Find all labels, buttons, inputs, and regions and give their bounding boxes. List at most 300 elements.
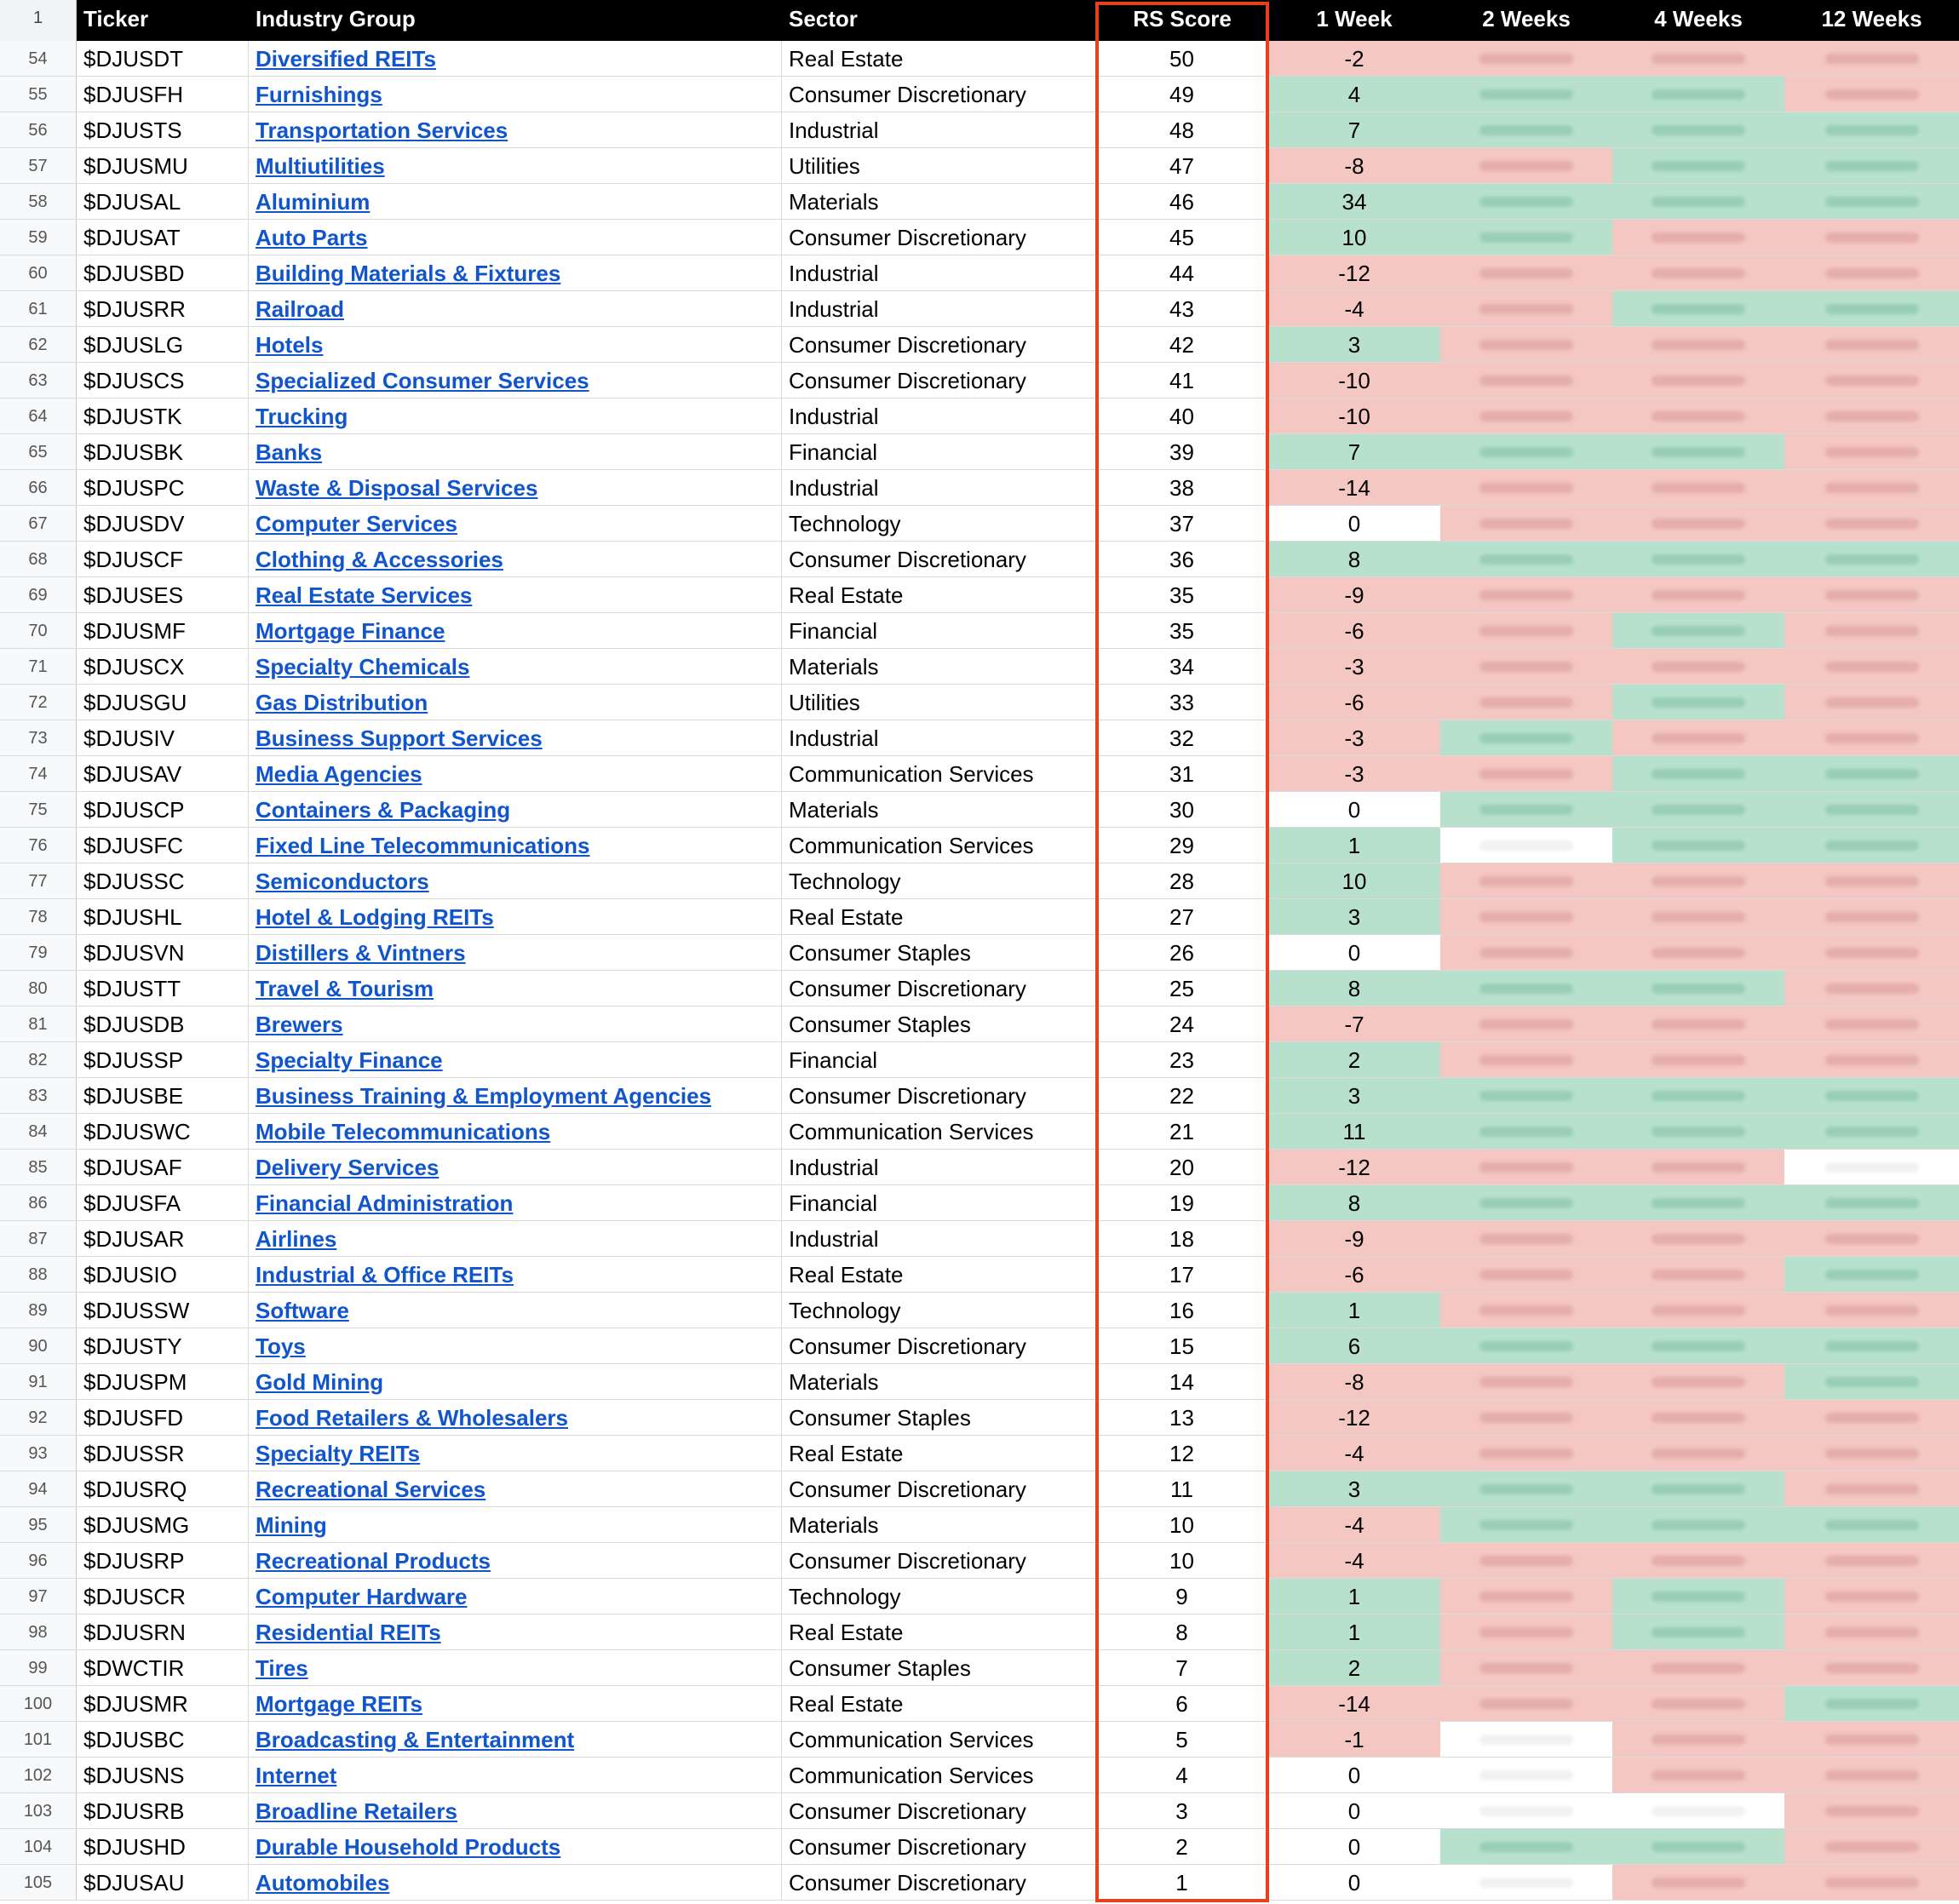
row-number[interactable]: 80 (0, 971, 77, 1006)
sector-cell[interactable]: Financial (782, 613, 1096, 648)
two-weeks-change-cell[interactable] (1440, 1400, 1612, 1435)
two-weeks-change-cell[interactable] (1440, 363, 1612, 398)
twelve-weeks-change-cell[interactable] (1784, 41, 1959, 76)
industry-group-cell[interactable] (249, 1078, 782, 1113)
sector-cell[interactable]: Consumer Discretionary (782, 1543, 1096, 1578)
ticker-cell[interactable]: $DJUSBC (77, 1722, 249, 1757)
twelve-weeks-change-cell[interactable] (1784, 1865, 1959, 1900)
rs-score-cell[interactable]: 7 (1096, 1650, 1268, 1685)
four-weeks-change-cell[interactable] (1612, 255, 1784, 290)
two-weeks-change-cell[interactable] (1440, 1114, 1612, 1149)
four-weeks-change-cell[interactable] (1612, 971, 1784, 1006)
rs-score-cell[interactable]: 6 (1096, 1686, 1268, 1721)
ticker-cell[interactable]: $DJUSBD (77, 255, 249, 290)
two-weeks-change-cell[interactable] (1440, 1471, 1612, 1506)
row-number[interactable]: 61 (0, 291, 77, 326)
row-number[interactable]: 68 (0, 542, 77, 576)
one-week-change-cell[interactable]: 10 (1268, 220, 1440, 255)
ticker-cell[interactable]: $DJUSCF (77, 542, 249, 576)
industry-group-cell[interactable] (249, 720, 782, 755)
sector-cell[interactable]: Real Estate (782, 1614, 1096, 1649)
industry-group-cell[interactable] (249, 542, 782, 576)
industry-group-cell[interactable] (249, 1400, 782, 1435)
ticker-cell[interactable]: $DJUSTT (77, 971, 249, 1006)
one-week-change-cell[interactable]: -2 (1268, 41, 1440, 76)
row-number[interactable]: 89 (0, 1293, 77, 1328)
two-weeks-change-cell[interactable] (1440, 1507, 1612, 1542)
industry-group-cell[interactable] (249, 935, 782, 970)
four-weeks-change-cell[interactable] (1612, 1543, 1784, 1578)
twelve-weeks-change-cell[interactable] (1784, 1150, 1959, 1184)
twelve-weeks-change-cell[interactable] (1784, 828, 1959, 863)
sector-cell[interactable]: Real Estate (782, 899, 1096, 934)
rs-score-cell[interactable]: 10 (1096, 1543, 1268, 1578)
industry-group-cell[interactable] (249, 1257, 782, 1292)
row-number[interactable]: 104 (0, 1829, 77, 1864)
rs-score-cell[interactable]: 35 (1096, 577, 1268, 612)
industry-group-cell[interactable] (249, 1471, 782, 1506)
industry-group-link[interactable]: Delivery Services (256, 1155, 439, 1180)
twelve-weeks-change-cell[interactable] (1784, 327, 1959, 362)
ticker-cell[interactable]: $DJUSTK (77, 399, 249, 433)
sector-cell[interactable]: Consumer Staples (782, 1006, 1096, 1041)
one-week-change-cell[interactable]: 0 (1268, 1758, 1440, 1792)
ticker-cell[interactable]: $DJUSES (77, 577, 249, 612)
twelve-weeks-change-cell[interactable] (1784, 1042, 1959, 1077)
industry-group-cell[interactable] (249, 291, 782, 326)
rs-score-cell[interactable]: 9 (1096, 1579, 1268, 1614)
industry-group-cell[interactable] (249, 899, 782, 934)
industry-group-cell[interactable] (249, 1686, 782, 1721)
ticker-cell[interactable]: $DJUSPC (77, 470, 249, 505)
twelve-weeks-change-cell[interactable] (1784, 1614, 1959, 1649)
row-number[interactable]: 70 (0, 613, 77, 648)
sector-cell[interactable]: Materials (782, 649, 1096, 684)
sector-cell[interactable]: Communication Services (782, 1722, 1096, 1757)
two-weeks-change-cell[interactable] (1440, 1722, 1612, 1757)
four-weeks-change-cell[interactable] (1612, 1614, 1784, 1649)
industry-group-link[interactable]: Business Training & Employment Agencies (256, 1083, 712, 1109)
rs-score-cell[interactable]: 12 (1096, 1436, 1268, 1471)
row-number[interactable]: 59 (0, 220, 77, 255)
rs-score-cell[interactable]: 36 (1096, 542, 1268, 576)
sector-cell[interactable]: Real Estate (782, 1686, 1096, 1721)
one-week-change-cell[interactable]: 4 (1268, 77, 1440, 112)
one-week-change-cell[interactable]: 2 (1268, 1042, 1440, 1077)
rs-score-cell[interactable]: 18 (1096, 1221, 1268, 1256)
sector-cell[interactable]: Real Estate (782, 577, 1096, 612)
ticker-cell[interactable]: $DJUSFA (77, 1185, 249, 1220)
two-weeks-change-cell[interactable] (1440, 1293, 1612, 1328)
row-number[interactable]: 72 (0, 685, 77, 720)
two-weeks-change-cell[interactable] (1440, 756, 1612, 791)
twelve-weeks-change-cell[interactable] (1784, 1185, 1959, 1220)
four-weeks-change-cell[interactable] (1612, 1257, 1784, 1292)
two-weeks-change-cell[interactable] (1440, 542, 1612, 576)
industry-group-cell[interactable] (249, 863, 782, 898)
one-week-change-cell[interactable]: 0 (1268, 1865, 1440, 1900)
two-weeks-change-cell[interactable] (1440, 1758, 1612, 1792)
one-week-change-cell[interactable]: 1 (1268, 1614, 1440, 1649)
two-weeks-change-cell[interactable] (1440, 649, 1612, 684)
sector-cell[interactable]: Financial (782, 1042, 1096, 1077)
rs-score-cell[interactable]: 14 (1096, 1364, 1268, 1399)
industry-group-cell[interactable] (249, 792, 782, 827)
twelve-weeks-change-cell[interactable] (1784, 255, 1959, 290)
industry-group-cell[interactable] (249, 1579, 782, 1614)
two-weeks-change-cell[interactable] (1440, 935, 1612, 970)
sector-cell[interactable]: Technology (782, 1293, 1096, 1328)
industry-group-cell[interactable] (249, 1793, 782, 1828)
row-number[interactable]: 86 (0, 1185, 77, 1220)
industry-group-cell[interactable] (249, 470, 782, 505)
row-number[interactable]: 96 (0, 1543, 77, 1578)
sector-cell[interactable]: Real Estate (782, 1436, 1096, 1471)
one-week-change-cell[interactable]: -6 (1268, 613, 1440, 648)
four-weeks-change-cell[interactable] (1612, 1328, 1784, 1363)
sector-cell[interactable]: Consumer Discretionary (782, 1793, 1096, 1828)
industry-group-link[interactable]: Specialty REITs (256, 1441, 421, 1466)
one-week-change-cell[interactable]: -4 (1268, 291, 1440, 326)
column-header-ticker[interactable]: Ticker (77, 0, 249, 41)
rs-score-cell[interactable]: 42 (1096, 327, 1268, 362)
industry-group-link[interactable]: Specialized Consumer Services (256, 368, 589, 393)
one-week-change-cell[interactable]: -9 (1268, 1221, 1440, 1256)
four-weeks-change-cell[interactable] (1612, 577, 1784, 612)
rs-score-cell[interactable]: 44 (1096, 255, 1268, 290)
industry-group-link[interactable]: Hotel & Lodging REITs (256, 904, 494, 930)
column-header-industry-group[interactable]: Industry Group (249, 0, 782, 41)
sector-cell[interactable]: Communication Services (782, 1758, 1096, 1792)
industry-group-cell[interactable] (249, 1650, 782, 1685)
sector-cell[interactable]: Technology (782, 506, 1096, 541)
ticker-cell[interactable]: $DJUSFH (77, 77, 249, 112)
industry-group-link[interactable]: Clothing & Accessories (256, 547, 503, 572)
twelve-weeks-change-cell[interactable] (1784, 1793, 1959, 1828)
row-number[interactable]: 94 (0, 1471, 77, 1506)
two-weeks-change-cell[interactable] (1440, 112, 1612, 147)
four-weeks-change-cell[interactable] (1612, 1471, 1784, 1506)
two-weeks-change-cell[interactable] (1440, 1221, 1612, 1256)
two-weeks-change-cell[interactable] (1440, 1865, 1612, 1900)
rs-score-cell[interactable]: 3 (1096, 1793, 1268, 1828)
two-weeks-change-cell[interactable] (1440, 792, 1612, 827)
rs-score-cell[interactable]: 4 (1096, 1758, 1268, 1792)
twelve-weeks-change-cell[interactable] (1784, 1507, 1959, 1542)
row-number-header[interactable]: 1 (0, 0, 77, 41)
row-number[interactable]: 57 (0, 148, 77, 183)
one-week-change-cell[interactable]: -4 (1268, 1543, 1440, 1578)
sector-cell[interactable]: Financial (782, 1185, 1096, 1220)
industry-group-link[interactable]: Specialty Finance (256, 1047, 443, 1073)
one-week-change-cell[interactable]: 10 (1268, 863, 1440, 898)
industry-group-link[interactable]: Mortgage REITs (256, 1691, 422, 1717)
row-number[interactable]: 99 (0, 1650, 77, 1685)
rs-score-cell[interactable]: 29 (1096, 828, 1268, 863)
row-number[interactable]: 71 (0, 649, 77, 684)
one-week-change-cell[interactable]: -6 (1268, 1257, 1440, 1292)
row-number[interactable]: 103 (0, 1793, 77, 1828)
sector-cell[interactable]: Consumer Discretionary (782, 77, 1096, 112)
twelve-weeks-change-cell[interactable] (1784, 542, 1959, 576)
ticker-cell[interactable]: $DJUSRN (77, 1614, 249, 1649)
row-number[interactable]: 81 (0, 1006, 77, 1041)
ticker-cell[interactable]: $DJUSSW (77, 1293, 249, 1328)
industry-group-cell[interactable] (249, 1328, 782, 1363)
two-weeks-change-cell[interactable] (1440, 291, 1612, 326)
four-weeks-change-cell[interactable] (1612, 184, 1784, 219)
four-weeks-change-cell[interactable] (1612, 863, 1784, 898)
two-weeks-change-cell[interactable] (1440, 1793, 1612, 1828)
industry-group-cell[interactable] (249, 112, 782, 147)
row-number[interactable]: 60 (0, 255, 77, 290)
row-number[interactable]: 95 (0, 1507, 77, 1542)
sector-cell[interactable]: Consumer Discretionary (782, 1865, 1096, 1900)
rs-score-cell[interactable]: 32 (1096, 720, 1268, 755)
sector-cell[interactable]: Consumer Discretionary (782, 971, 1096, 1006)
industry-group-link[interactable]: Banks (256, 439, 323, 465)
one-week-change-cell[interactable]: 0 (1268, 1793, 1440, 1828)
row-number[interactable]: 84 (0, 1114, 77, 1149)
industry-group-link[interactable]: Business Support Services (256, 725, 543, 751)
four-weeks-change-cell[interactable] (1612, 1042, 1784, 1077)
twelve-weeks-change-cell[interactable] (1784, 1078, 1959, 1113)
one-week-change-cell[interactable]: 8 (1268, 971, 1440, 1006)
row-number[interactable]: 87 (0, 1221, 77, 1256)
sector-cell[interactable]: Real Estate (782, 1257, 1096, 1292)
twelve-weeks-change-cell[interactable] (1784, 506, 1959, 541)
industry-group-link[interactable]: Computer Hardware (256, 1584, 468, 1609)
row-number[interactable]: 97 (0, 1579, 77, 1614)
industry-group-link[interactable]: Furnishings (256, 82, 382, 107)
two-weeks-change-cell[interactable] (1440, 1829, 1612, 1864)
rs-score-cell[interactable]: 40 (1096, 399, 1268, 433)
industry-group-link[interactable]: Internet (256, 1763, 337, 1788)
industry-group-link[interactable]: Gas Distribution (256, 690, 428, 715)
four-weeks-change-cell[interactable] (1612, 1114, 1784, 1149)
ticker-cell[interactable]: $DJUSHD (77, 1829, 249, 1864)
rs-score-cell[interactable]: 31 (1096, 756, 1268, 791)
row-number[interactable]: 98 (0, 1614, 77, 1649)
ticker-cell[interactable]: $DJUSRR (77, 291, 249, 326)
ticker-cell[interactable]: $DJUSFD (77, 1400, 249, 1435)
one-week-change-cell[interactable]: -10 (1268, 363, 1440, 398)
rs-score-cell[interactable]: 22 (1096, 1078, 1268, 1113)
twelve-weeks-change-cell[interactable] (1784, 1650, 1959, 1685)
rs-score-cell[interactable]: 2 (1096, 1829, 1268, 1864)
row-number[interactable]: 65 (0, 434, 77, 469)
industry-group-link[interactable]: Recreational Services (256, 1477, 486, 1502)
industry-group-link[interactable]: Toys (256, 1333, 306, 1359)
rs-score-cell[interactable]: 1 (1096, 1865, 1268, 1900)
ticker-cell[interactable]: $DJUSNS (77, 1758, 249, 1792)
rs-score-cell[interactable]: 47 (1096, 148, 1268, 183)
two-weeks-change-cell[interactable] (1440, 1364, 1612, 1399)
ticker-cell[interactable]: $DJUSAT (77, 220, 249, 255)
industry-group-cell[interactable] (249, 1614, 782, 1649)
row-number[interactable]: 73 (0, 720, 77, 755)
rs-score-cell[interactable]: 19 (1096, 1185, 1268, 1220)
one-week-change-cell[interactable]: -12 (1268, 1400, 1440, 1435)
row-number[interactable]: 102 (0, 1758, 77, 1792)
ticker-cell[interactable]: $DJUSMU (77, 148, 249, 183)
four-weeks-change-cell[interactable] (1612, 613, 1784, 648)
rs-score-cell[interactable]: 38 (1096, 470, 1268, 505)
one-week-change-cell[interactable]: 8 (1268, 1185, 1440, 1220)
row-number[interactable]: 101 (0, 1722, 77, 1757)
twelve-weeks-change-cell[interactable] (1784, 112, 1959, 147)
one-week-change-cell[interactable]: 34 (1268, 184, 1440, 219)
sector-cell[interactable]: Communication Services (782, 756, 1096, 791)
sector-cell[interactable]: Industrial (782, 112, 1096, 147)
rs-score-cell[interactable]: 11 (1096, 1471, 1268, 1506)
four-weeks-change-cell[interactable] (1612, 899, 1784, 934)
twelve-weeks-change-cell[interactable] (1784, 434, 1959, 469)
twelve-weeks-change-cell[interactable] (1784, 1471, 1959, 1506)
two-weeks-change-cell[interactable] (1440, 1543, 1612, 1578)
sector-cell[interactable]: Consumer Discretionary (782, 363, 1096, 398)
four-weeks-change-cell[interactable] (1612, 828, 1784, 863)
row-number[interactable]: 85 (0, 1150, 77, 1184)
industry-group-cell[interactable] (249, 1436, 782, 1471)
sector-cell[interactable]: Consumer Discretionary (782, 1829, 1096, 1864)
industry-group-cell[interactable] (249, 184, 782, 219)
sector-cell[interactable]: Utilities (782, 685, 1096, 720)
rs-score-cell[interactable]: 13 (1096, 1400, 1268, 1435)
four-weeks-change-cell[interactable] (1612, 506, 1784, 541)
column-header-sector[interactable]: Sector (782, 0, 1096, 41)
industry-group-link[interactable]: Real Estate Services (256, 582, 473, 608)
industry-group-link[interactable]: Computer Services (256, 511, 457, 536)
one-week-change-cell[interactable]: -6 (1268, 685, 1440, 720)
ticker-cell[interactable]: $DJUSTS (77, 112, 249, 147)
twelve-weeks-change-cell[interactable] (1784, 720, 1959, 755)
industry-group-cell[interactable] (249, 1507, 782, 1542)
one-week-change-cell[interactable]: 0 (1268, 506, 1440, 541)
four-weeks-change-cell[interactable] (1612, 291, 1784, 326)
industry-group-link[interactable]: Automobiles (256, 1870, 390, 1895)
industry-group-cell[interactable] (249, 613, 782, 648)
sector-cell[interactable]: Technology (782, 1579, 1096, 1614)
industry-group-link[interactable]: Recreational Products (256, 1548, 491, 1574)
industry-group-cell[interactable] (249, 828, 782, 863)
industry-group-link[interactable]: Transportation Services (256, 118, 508, 143)
one-week-change-cell[interactable]: 3 (1268, 327, 1440, 362)
ticker-cell[interactable]: $DJUSTY (77, 1328, 249, 1363)
four-weeks-change-cell[interactable] (1612, 220, 1784, 255)
one-week-change-cell[interactable]: 1 (1268, 1579, 1440, 1614)
industry-group-cell[interactable] (249, 1185, 782, 1220)
one-week-change-cell[interactable]: 0 (1268, 792, 1440, 827)
sector-cell[interactable]: Industrial (782, 1150, 1096, 1184)
rs-score-cell[interactable]: 35 (1096, 613, 1268, 648)
two-weeks-change-cell[interactable] (1440, 1078, 1612, 1113)
twelve-weeks-change-cell[interactable] (1784, 577, 1959, 612)
industry-group-cell[interactable] (249, 506, 782, 541)
rs-score-cell[interactable]: 5 (1096, 1722, 1268, 1757)
two-weeks-change-cell[interactable] (1440, 1150, 1612, 1184)
four-weeks-change-cell[interactable] (1612, 1185, 1784, 1220)
twelve-weeks-change-cell[interactable] (1784, 1758, 1959, 1792)
two-weeks-change-cell[interactable] (1440, 971, 1612, 1006)
ticker-cell[interactable]: $DJUSSR (77, 1436, 249, 1471)
industry-group-cell[interactable] (249, 1221, 782, 1256)
rs-score-cell[interactable]: 46 (1096, 184, 1268, 219)
two-weeks-change-cell[interactable] (1440, 434, 1612, 469)
industry-group-cell[interactable] (249, 41, 782, 76)
industry-group-link[interactable]: Software (256, 1298, 349, 1323)
industry-group-link[interactable]: Broadline Retailers (256, 1798, 457, 1824)
one-week-change-cell[interactable]: -10 (1268, 399, 1440, 433)
sector-cell[interactable]: Consumer Discretionary (782, 220, 1096, 255)
row-number[interactable]: 83 (0, 1078, 77, 1113)
ticker-cell[interactable]: $DJUSMR (77, 1686, 249, 1721)
two-weeks-change-cell[interactable] (1440, 327, 1612, 362)
one-week-change-cell[interactable]: 3 (1268, 1078, 1440, 1113)
industry-group-cell[interactable] (249, 577, 782, 612)
industry-group-cell[interactable] (249, 1865, 782, 1900)
two-weeks-change-cell[interactable] (1440, 863, 1612, 898)
ticker-cell[interactable]: $DJUSBE (77, 1078, 249, 1113)
industry-group-link[interactable]: Distillers & Vintners (256, 940, 466, 966)
industry-group-cell[interactable] (249, 649, 782, 684)
rs-score-cell[interactable]: 26 (1096, 935, 1268, 970)
two-weeks-change-cell[interactable] (1440, 1579, 1612, 1614)
twelve-weeks-change-cell[interactable] (1784, 899, 1959, 934)
industry-group-cell[interactable] (249, 1114, 782, 1149)
industry-group-cell[interactable] (249, 1829, 782, 1864)
industry-group-link[interactable]: Hotels (256, 332, 324, 358)
one-week-change-cell[interactable]: 0 (1268, 935, 1440, 970)
rs-score-cell[interactable]: 48 (1096, 112, 1268, 147)
ticker-cell[interactable]: $DJUSRB (77, 1793, 249, 1828)
sector-cell[interactable]: Consumer Staples (782, 1400, 1096, 1435)
two-weeks-change-cell[interactable] (1440, 1686, 1612, 1721)
twelve-weeks-change-cell[interactable] (1784, 756, 1959, 791)
four-weeks-change-cell[interactable] (1612, 1364, 1784, 1399)
ticker-cell[interactable]: $DJUSVN (77, 935, 249, 970)
one-week-change-cell[interactable]: 0 (1268, 1829, 1440, 1864)
rs-score-cell[interactable]: 16 (1096, 1293, 1268, 1328)
rs-score-cell[interactable]: 39 (1096, 434, 1268, 469)
two-weeks-change-cell[interactable] (1440, 685, 1612, 720)
industry-group-cell[interactable] (249, 399, 782, 433)
one-week-change-cell[interactable]: 7 (1268, 434, 1440, 469)
two-weeks-change-cell[interactable] (1440, 1257, 1612, 1292)
four-weeks-change-cell[interactable] (1612, 649, 1784, 684)
four-weeks-change-cell[interactable] (1612, 1078, 1784, 1113)
two-weeks-change-cell[interactable] (1440, 506, 1612, 541)
one-week-change-cell[interactable]: -12 (1268, 255, 1440, 290)
one-week-change-cell[interactable]: -7 (1268, 1006, 1440, 1041)
rs-score-cell[interactable]: 45 (1096, 220, 1268, 255)
industry-group-link[interactable]: Tires (256, 1655, 308, 1681)
two-weeks-change-cell[interactable] (1440, 1614, 1612, 1649)
industry-group-link[interactable]: Mobile Telecommunications (256, 1119, 551, 1144)
sector-cell[interactable]: Industrial (782, 470, 1096, 505)
industry-group-link[interactable]: Travel & Tourism (256, 976, 434, 1001)
two-weeks-change-cell[interactable] (1440, 41, 1612, 76)
twelve-weeks-change-cell[interactable] (1784, 1293, 1959, 1328)
industry-group-link[interactable]: Fixed Line Telecommunications (256, 833, 590, 858)
twelve-weeks-change-cell[interactable] (1784, 184, 1959, 219)
twelve-weeks-change-cell[interactable] (1784, 1829, 1959, 1864)
four-weeks-change-cell[interactable] (1612, 148, 1784, 183)
row-number[interactable]: 91 (0, 1364, 77, 1399)
ticker-cell[interactable]: $DJUSIO (77, 1257, 249, 1292)
industry-group-cell[interactable] (249, 255, 782, 290)
industry-group-link[interactable]: Multiutilities (256, 153, 385, 179)
